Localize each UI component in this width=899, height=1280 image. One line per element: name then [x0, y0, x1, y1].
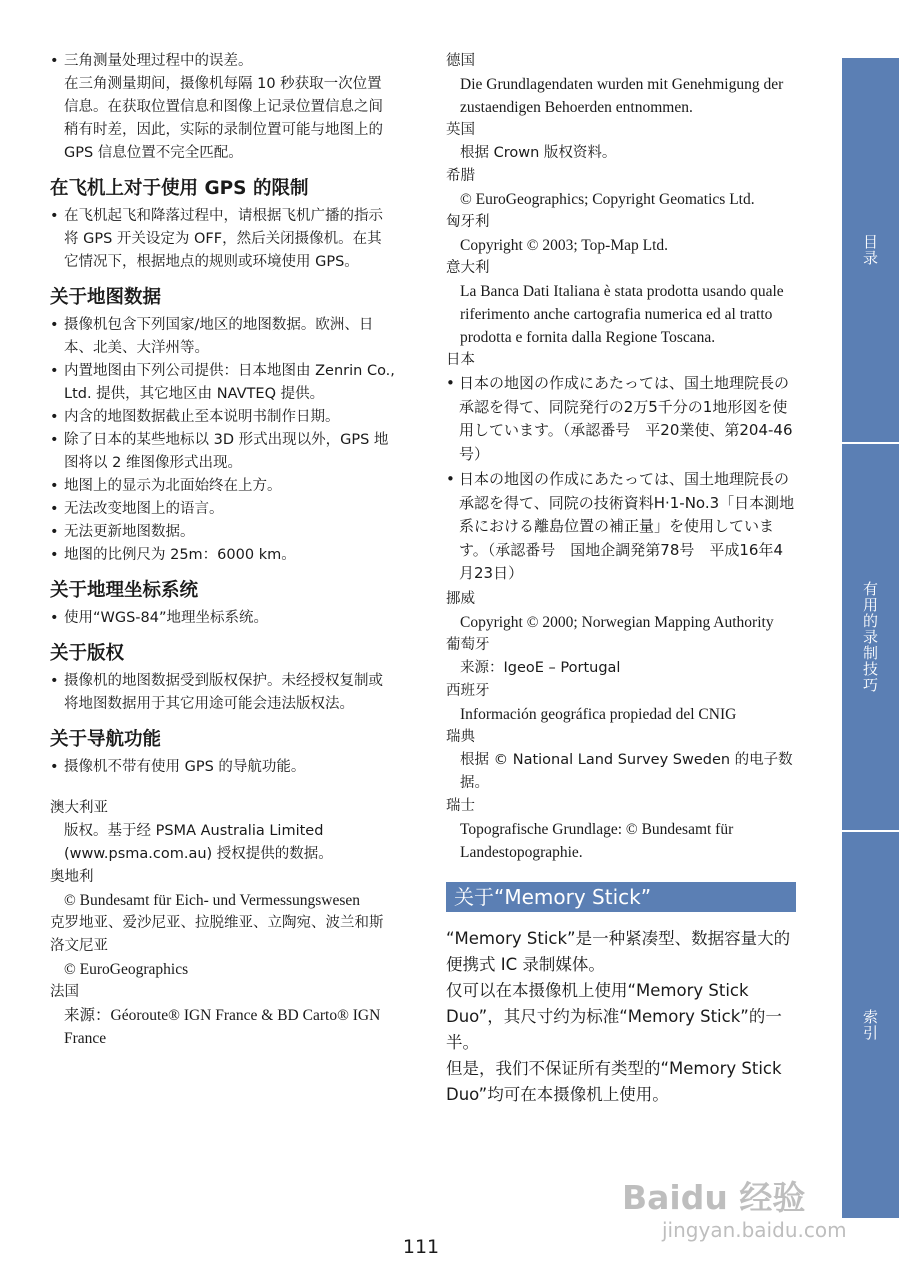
section-heading: 关于地理坐标系统 — [50, 580, 199, 601]
paragraph: 仅可以在本摄像机上使用“Memory Stick Duo”，其尺寸约为标准“Memory Stick”的一半。 — [446, 980, 782, 1052]
country-label: 克罗地亚、爱沙尼亚、拉脱维亚、立陶宛、波兰和斯洛文尼亚 — [50, 915, 384, 954]
country-label: 意大利 — [446, 260, 490, 276]
paragraph: 在三角测量期间，摄像机每隔 10 秒获取一次位置信息。在获取位置信息和图像上记录位置信息之间稍有时差，因此，实际的录制位置可能与地图上的 GPS 信息位置不完全匹配。 — [64, 76, 383, 161]
bullet-item: • 摄像机的地图数据受到版权保护。未经授权复制或将地图数据用于其它用途可能会违法版权法。 — [50, 670, 395, 716]
bullet-item: • 无法更新地图数据。 — [50, 521, 395, 544]
country-text: 来源：Géoroute® IGN France & BD Carto® IGN France — [64, 1007, 381, 1047]
country-label: 日本 — [446, 352, 475, 368]
country-label: 澳大利亚 — [50, 800, 108, 816]
country-text: 根据 Crown 版权资料。 — [460, 145, 617, 161]
country-label: 挪威 — [446, 590, 475, 607]
tab-contents[interactable] — [842, 56, 899, 442]
side-navigation — [842, 56, 899, 1216]
bullet-item: • 三角测量处理过程中的误差。 — [50, 50, 395, 73]
country-text: Copyright © 2003; Top-Map Ltd. — [460, 237, 669, 254]
watermark-logo: Baidu 经验 — [622, 1178, 806, 1217]
tab-recording-tips[interactable] — [842, 442, 899, 830]
paragraph: “Memory Stick”是一种紧凑型、数据容量大的便携式 IC 录制媒体。 — [446, 928, 791, 974]
bullet-item: • 在飞机起飞和降落过程中，请根据飞机广播的指示将 GPS 开关设定为 OFF，然后关闭摄像机。在其它情况下，根据地点的规则或环境使用 GPS。 — [50, 205, 395, 274]
country-label: 瑞士 — [446, 797, 475, 814]
page-number: 111 — [402, 1236, 440, 1258]
bullet-item: • 地图上的显示为北面始终在上方。 — [50, 475, 395, 498]
country-text: Información geográfica propiedad del CNIG — [460, 705, 737, 723]
memory-stick-heading: 关于“Memory Stick” — [446, 882, 796, 912]
bullet-item: • 无法改变地图上的语言。 — [50, 498, 395, 521]
bullet-item: • 摄像机不带有使用 GPS 的导航功能。 — [50, 756, 395, 779]
country-text: © EuroGeographics — [64, 961, 189, 978]
tab-label: 目录 — [861, 234, 879, 266]
paragraph: 但是，我们不保证所有类型的“Memory Stick Duo”均可在本摄像机上使用。 — [446, 1058, 782, 1104]
country-label: 德国 — [446, 53, 475, 69]
country-text: 版权。基于经 PSMA Australia Limited (www.psma.com.au) 授权提供的数据。 — [64, 823, 333, 862]
country-label: 葡萄牙 — [446, 636, 490, 653]
section-heading: 关于地图数据 — [50, 287, 162, 308]
bullet-item: • 内置地图由下列公司提供：日本地图由 Zenrin Co., Ltd. 提供，其它地区由 NAVTEQ 提供。 — [50, 360, 395, 406]
country-label: 奥地利 — [50, 869, 94, 885]
country-text: Copyright © 2000; Norwegian Mapping Authority — [460, 613, 774, 631]
country-text: © Bundesamt für Eich- und Vermessungswesen — [64, 892, 361, 909]
country-label: 英国 — [446, 122, 475, 138]
country-label: 法国 — [50, 984, 79, 1000]
bullet-item: • 除了日本的某些地标以 3D 形式出现以外，GPS 地图将以 2 维图像形式出现。 — [50, 429, 395, 475]
bullet-item: • 日本の地図の作成にあたっては、国土地理院長の承認を得て、同院の技術資料H·1-No.3「日本測地系における離島位置の補正量」を使用しています。（承認番号 国地企調発第78号 平成16年4月23日） — [446, 468, 796, 586]
watermark — [622, 1148, 874, 1258]
country-label: 西班牙 — [446, 682, 490, 699]
section-heading: 关于版权 — [50, 643, 125, 664]
watermark-url: jingyan.baidu.com — [662, 1218, 847, 1242]
country-text: 来源：IgeoE – Portugal — [460, 659, 621, 676]
section-heading: 关于导航功能 — [50, 729, 162, 750]
right-column — [446, 50, 796, 1108]
bullet-item: • 地图的比例尺为 25m：6000 km。 — [50, 544, 395, 567]
country-text: Topografische Grundlage: © Bundesamt für Landestopographie. — [460, 820, 734, 861]
country-text: Die Grundlagendaten wurden mit Genehmigung der zustaendigen Behoerden entnommen. — [460, 76, 784, 116]
bullet-item: • 摄像机包含下列国家/地区的地图数据。欧洲、日本、北美、大洋州等。 — [50, 314, 395, 360]
country-label: 匈牙利 — [446, 214, 490, 230]
country-text: © EuroGeographics; Copyright Geomatics Ltd. — [460, 191, 755, 208]
tab-label: 有用的录制技巧 — [861, 581, 879, 693]
bullet-item: • 日本の地図の作成にあたっては、国土地理院長の承認を得て、同院発行の2万5千分の1地形図を使用しています。（承認番号 平20業使、第204-46号） — [446, 372, 796, 466]
section-heading: 在飞机上对于使用 GPS 的限制 — [50, 178, 309, 199]
country-text: 根据 © National Land Survey Sweden 的电子数据。 — [460, 751, 793, 791]
left-column — [50, 50, 395, 1050]
country-text: La Banca Dati Italiana è stata prodotta usando quale riferimento anche cartografia numerica ed al tratto prodotta e fornita dalla Regione Toscana. — [460, 283, 784, 346]
tab-label: 索引 — [861, 1009, 879, 1041]
bullet-item: • 使用“WGS-84”地理坐标系统。 — [50, 607, 395, 630]
country-label: 希腊 — [446, 168, 475, 184]
country-label: 瑞典 — [446, 728, 475, 745]
bullet-item: • 内含的地图数据截止至本说明书制作日期。 — [50, 406, 395, 429]
